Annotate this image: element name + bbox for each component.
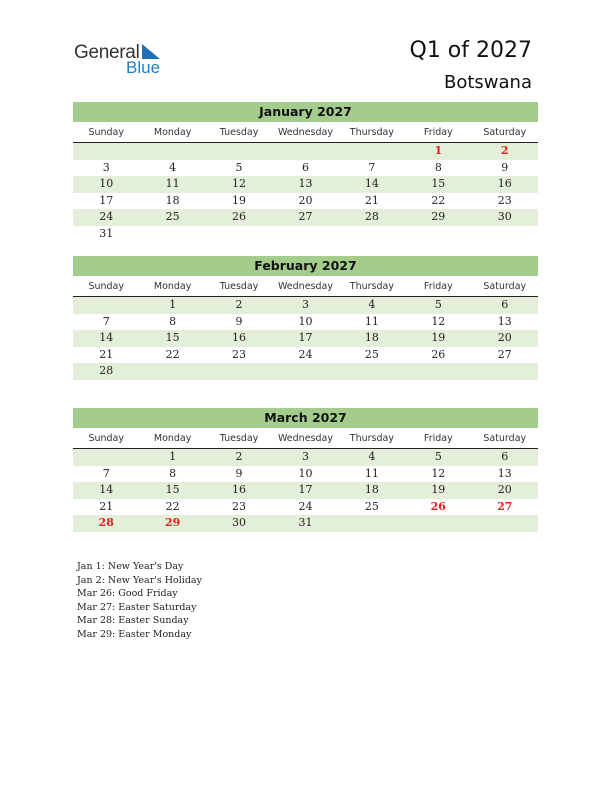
weekday-label: Friday — [423, 433, 453, 444]
day-cell: 15 — [431, 177, 446, 191]
day-cell: 11 — [165, 177, 180, 191]
day-cell: 25 — [165, 210, 180, 224]
week-row — [73, 482, 538, 499]
weekday-header — [73, 430, 538, 449]
holiday-item: Mar 28: Easter Sunday — [77, 615, 189, 626]
day-cell: 15 — [165, 331, 180, 345]
day-cell: 13 — [497, 466, 512, 480]
week-row — [73, 499, 538, 516]
day-cell: 2 — [235, 298, 243, 311]
day-cell: 21 — [364, 193, 379, 207]
day-cell: 18 — [364, 483, 379, 497]
week-row — [73, 193, 538, 210]
week-row — [73, 226, 538, 243]
day-cell: 12 — [431, 466, 446, 480]
day-cell: 24 — [298, 347, 313, 361]
day-cell: 5 — [434, 450, 442, 463]
day-cell: 16 — [232, 483, 247, 497]
day-cell: 9 — [235, 314, 243, 328]
weekday-label: Sunday — [88, 127, 124, 138]
weekday-label: Tuesday — [219, 281, 259, 292]
day-cell: 20 — [497, 483, 512, 497]
logo — [74, 42, 174, 78]
day-cell: 19 — [431, 331, 446, 345]
weekday-label: Thursday — [349, 281, 394, 292]
day-cell: 7 — [102, 314, 110, 328]
day-cell: 11 — [364, 314, 379, 328]
month-calendar — [73, 408, 538, 532]
week-row — [73, 314, 538, 331]
holiday-item: Mar 26: Good Friday — [77, 588, 178, 599]
day-cell — [73, 143, 139, 160]
weekday-label: Tuesday — [219, 127, 259, 138]
weekday-label: Thursday — [349, 127, 394, 138]
weekday-label: Saturday — [483, 433, 527, 444]
day-cell: 7 — [102, 466, 110, 480]
day-cell: 4 — [368, 450, 376, 463]
day-cell: 30 — [497, 210, 512, 224]
week-row — [73, 330, 538, 347]
month-title: March 2027 — [73, 408, 538, 428]
week-row — [73, 143, 538, 160]
day-cell — [472, 226, 538, 243]
day-cell: 26 — [431, 347, 446, 361]
day-cell: 28 — [99, 364, 114, 378]
day-cell — [339, 515, 405, 532]
day-cell — [206, 226, 272, 243]
day-cell: 28 — [98, 516, 114, 530]
day-cell: 7 — [368, 160, 376, 174]
holiday-list — [77, 560, 202, 641]
weekday-label: Wednesday — [277, 433, 333, 444]
day-cell — [206, 143, 272, 160]
day-cell: 9 — [501, 160, 509, 174]
day-cell: 31 — [99, 226, 114, 240]
day-cell: 8 — [169, 466, 177, 480]
day-cell: 6 — [501, 298, 509, 311]
week-row — [73, 176, 538, 193]
week-row — [73, 363, 538, 380]
day-cell: 28 — [364, 210, 379, 224]
day-cell: 8 — [434, 160, 442, 174]
day-cell: 16 — [232, 331, 247, 345]
day-cell — [206, 363, 272, 380]
day-cell: 26 — [430, 499, 446, 513]
day-cell — [139, 363, 205, 380]
weekday-label: Thursday — [349, 433, 394, 444]
day-cell: 14 — [99, 483, 114, 497]
holiday-item: Mar 29: Easter Monday — [77, 628, 192, 640]
day-cell: 31 — [298, 516, 313, 530]
day-cell: 22 — [165, 499, 180, 513]
day-cell: 27 — [497, 499, 513, 513]
logo-general-text: General — [74, 42, 140, 63]
weekday-header — [73, 124, 538, 143]
day-cell — [272, 363, 338, 380]
weekday-label: Monday — [153, 281, 192, 292]
weekday-label: Sunday — [88, 433, 124, 444]
day-cell — [272, 143, 338, 160]
day-cell: 12 — [232, 177, 247, 191]
day-cell: 23 — [232, 347, 247, 361]
day-cell: 23 — [497, 193, 512, 207]
day-cell: 3 — [102, 160, 110, 174]
day-cell: 19 — [232, 193, 247, 207]
day-cell: 25 — [364, 499, 379, 513]
weekday-label: Monday — [153, 127, 192, 138]
month-title: January 2027 — [73, 102, 538, 122]
day-cell: 21 — [99, 499, 114, 513]
day-cell — [73, 449, 139, 466]
day-cell: 24 — [298, 499, 313, 513]
day-cell: 27 — [298, 210, 313, 224]
day-cell: 20 — [497, 331, 512, 345]
day-cell: 17 — [99, 193, 114, 207]
day-cell: 1 — [169, 450, 177, 463]
weekday-header — [73, 278, 538, 297]
day-cell: 13 — [298, 177, 313, 191]
day-cell: 24 — [99, 210, 114, 224]
weekday-label: Tuesday — [219, 433, 259, 444]
day-cell: 8 — [169, 314, 177, 328]
day-cell: 30 — [232, 516, 247, 530]
day-cell: 4 — [368, 298, 376, 311]
day-cell: 11 — [364, 466, 379, 480]
day-cell — [339, 226, 405, 243]
day-cell: 4 — [169, 160, 177, 174]
day-cell: 9 — [235, 466, 243, 480]
day-cell: 19 — [431, 483, 446, 497]
day-cell: 15 — [165, 483, 180, 497]
day-cell — [339, 363, 405, 380]
day-cell: 10 — [298, 466, 313, 480]
holiday-item: Jan 2: New Year's Holiday — [77, 574, 202, 586]
day-cell — [139, 226, 205, 243]
day-cell — [405, 515, 471, 532]
day-cell: 1 — [169, 298, 177, 311]
day-cell: 6 — [301, 160, 309, 174]
day-cell: 5 — [434, 298, 442, 311]
day-cell: 26 — [232, 210, 247, 224]
day-cell — [272, 226, 338, 243]
day-cell: 14 — [364, 177, 379, 191]
holiday-item: Mar 27: Easter Saturday — [77, 601, 197, 613]
weekday-label: Saturday — [483, 281, 527, 292]
day-cell: 5 — [235, 160, 243, 174]
day-cell: 18 — [364, 331, 379, 345]
day-cell: 18 — [165, 193, 180, 207]
day-cell: 3 — [301, 298, 309, 311]
month-calendar — [73, 256, 538, 380]
weekday-label: Monday — [153, 433, 192, 444]
weekday-label: Saturday — [483, 127, 527, 138]
day-cell: 6 — [501, 450, 509, 463]
day-cell: 2 — [235, 450, 243, 463]
weekday-label: Friday — [423, 281, 453, 292]
week-row — [73, 160, 538, 177]
day-cell — [339, 143, 405, 160]
day-cell — [405, 226, 471, 243]
day-cell — [73, 297, 139, 314]
day-cell — [472, 363, 538, 380]
day-cell: 13 — [497, 314, 512, 328]
day-cell: 14 — [99, 331, 114, 345]
week-row — [73, 297, 538, 314]
day-cell: 12 — [431, 314, 446, 328]
weekday-label: Sunday — [88, 281, 124, 292]
day-cell: 29 — [164, 516, 181, 530]
logo-triangle-icon — [142, 44, 160, 59]
page-title: Q1 of 2027 — [409, 38, 532, 63]
day-cell: 21 — [99, 347, 114, 361]
day-cell: 23 — [232, 499, 247, 513]
day-cell — [139, 143, 205, 160]
day-cell: 1 — [434, 144, 443, 157]
day-cell: 22 — [165, 347, 180, 361]
week-row — [73, 515, 538, 532]
month-title: February 2027 — [73, 256, 538, 276]
day-cell: 27 — [497, 347, 512, 361]
day-cell: 3 — [301, 450, 309, 463]
day-cell: 10 — [99, 177, 114, 191]
country-name: Botswana — [444, 72, 532, 93]
day-cell: 25 — [364, 347, 379, 361]
holiday-item: Jan 1: New Year's Day — [77, 561, 184, 572]
week-row — [73, 466, 538, 483]
day-cell: 10 — [298, 314, 313, 328]
week-row — [73, 449, 538, 466]
day-cell: 20 — [298, 193, 313, 207]
day-cell: 2 — [500, 144, 509, 157]
weekday-label: Wednesday — [277, 127, 333, 138]
weekday-label: Friday — [423, 127, 453, 138]
week-row — [73, 209, 538, 226]
day-cell — [405, 363, 471, 380]
month-calendar — [73, 102, 538, 243]
day-cell: 17 — [298, 331, 313, 345]
day-cell — [472, 515, 538, 532]
week-row — [73, 347, 538, 364]
logo-blue-text: Blue — [126, 58, 161, 77]
day-cell: 22 — [431, 193, 446, 207]
day-cell: 17 — [298, 483, 313, 497]
weekday-label: Wednesday — [277, 281, 333, 292]
day-cell: 16 — [497, 177, 512, 191]
day-cell: 29 — [431, 210, 446, 224]
